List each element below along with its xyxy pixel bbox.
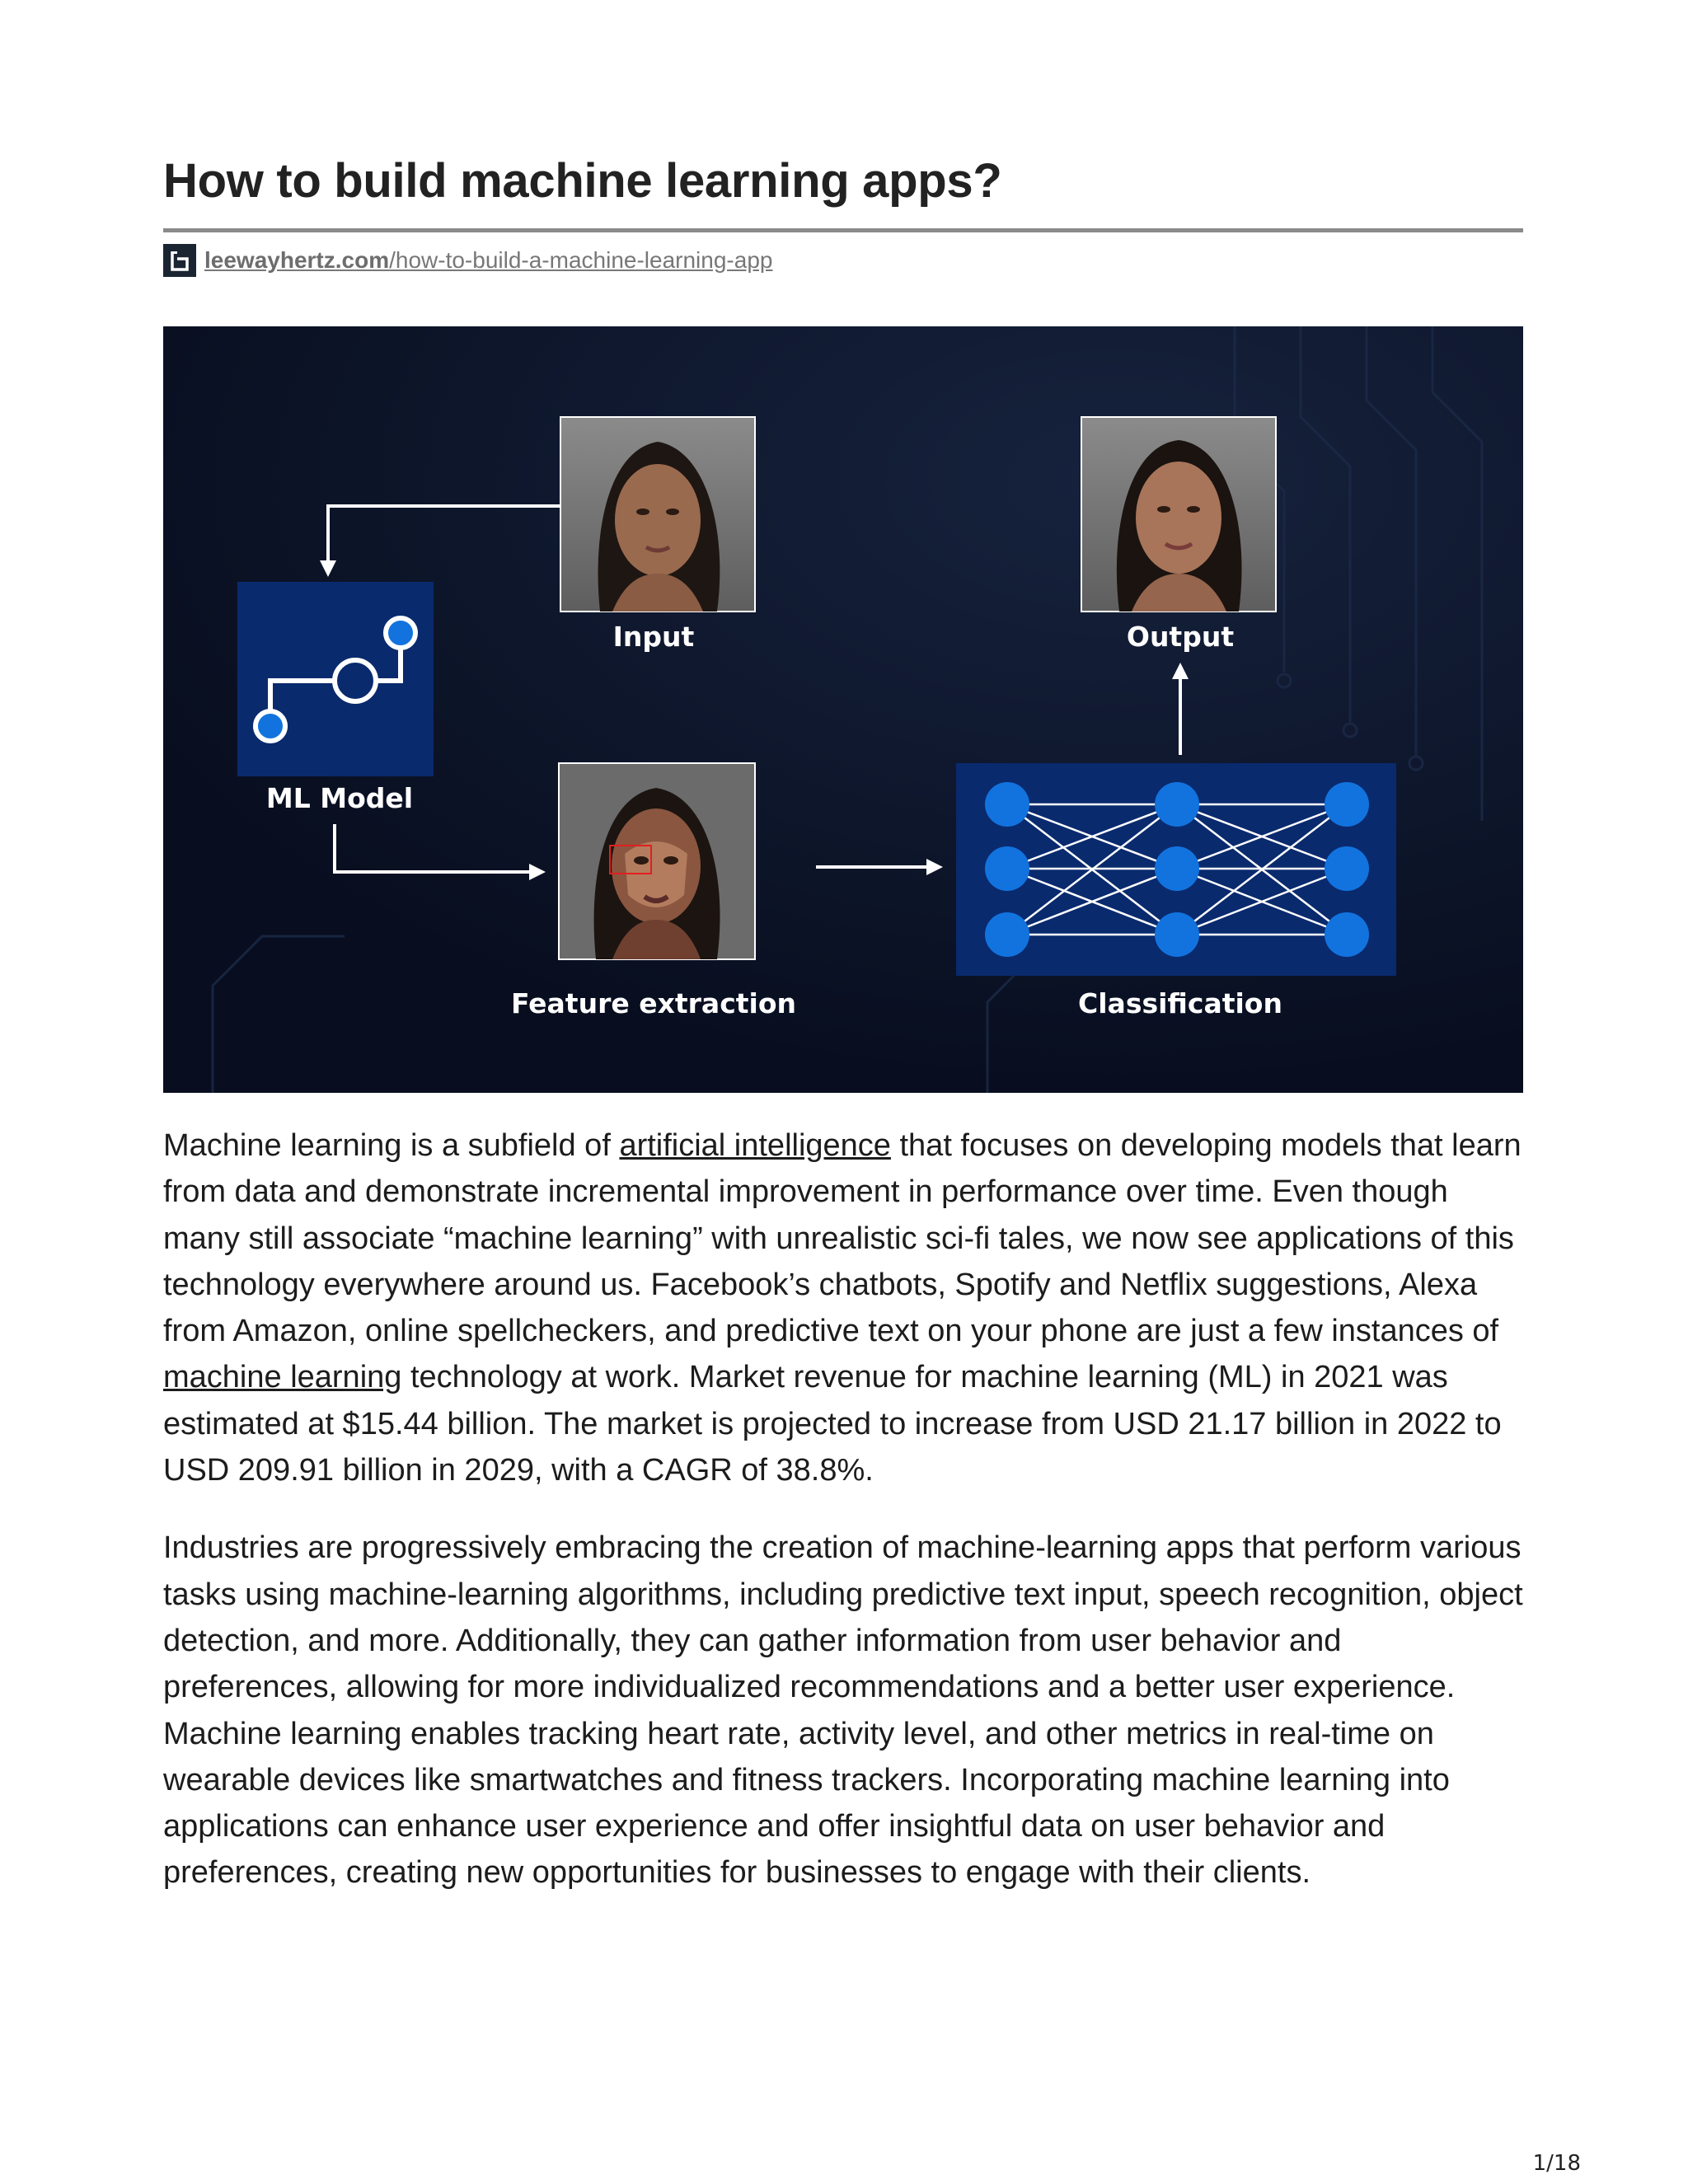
ml-model-box (237, 582, 434, 776)
feature-extraction-photo (559, 763, 755, 959)
link-machine-learning[interactable]: machine learning (163, 1360, 402, 1395)
site-favicon-icon (163, 244, 196, 277)
nn-node (1325, 912, 1369, 957)
ml-pipeline-figure (163, 326, 1523, 1093)
title-divider (163, 228, 1523, 232)
link-artificial-intelligence[interactable]: artificial intelligence (619, 1128, 891, 1163)
classification-label: Classification (1078, 987, 1282, 1019)
input-label: Input (612, 621, 695, 653)
article-title: How to build machine learning apps? (163, 154, 1002, 208)
output-label: Output (1126, 621, 1235, 653)
nn-node (1155, 782, 1199, 827)
ml-model-label: ML Model (265, 782, 414, 814)
nn-node (1325, 782, 1369, 827)
feature-extraction-label: Feature extraction (510, 987, 797, 1019)
page-indicator: 1/18 (1532, 2151, 1581, 2176)
paragraph-2: Industries are progressively embracing the creation of machine-learning apps that perform various tasks using machine-learning algorithms, including predictive text input, speech recognition, object detection, and more. Additionally, they can gather information from user behavior and preferences, allowing for more individualized recommendations and a better user experience. Machine learning enables tracking heart rate, activity level, and other metrics in real-time on wearable devices like smartwatches and fitness trackers. Incorporating machine learning into applications can enhance user experience and offer insightful data on user behavior and preferences, creating new opportunities for businesses to engage with their clients. (163, 1530, 1523, 1891)
source-line (163, 244, 772, 277)
nn-node (985, 846, 1029, 891)
classification-network (956, 763, 1396, 976)
source-link[interactable]: leewayhertz.com/how-to-build-a-machine-learning-app (204, 247, 773, 273)
nn-node (1325, 846, 1369, 891)
article-body (163, 1122, 1523, 1928)
input-photo (560, 417, 755, 612)
nn-node (1155, 846, 1199, 891)
nn-node (1155, 912, 1199, 957)
nn-node (985, 782, 1029, 827)
nn-node (985, 912, 1029, 957)
ml-pipeline-diagram (163, 326, 1523, 1093)
paragraph-1: Machine learning is a subfield of artificial intelligence that focuses on developing models that learn from data and demonstrate incremental improvement in performance over time. Even though many still associate “machine learning” with unrealistic sci-fi tales, we now see applications of this technology everywhere around us. Facebook’s chatbots, Spotify and Netflix suggestions, Alexa from Amazon, online spellcheckers, and predictive text on your phone are just a few instances of machine learning technology at work. Market revenue for machine learning (ML) in 2021 was estimated at $15.44 billion. The market is projected to increase from USD 21.17 billion in 2022 to USD 209.91 billion in 2029, with a CAGR of 38.8%. (163, 1128, 1522, 1488)
output-photo (1081, 417, 1276, 612)
